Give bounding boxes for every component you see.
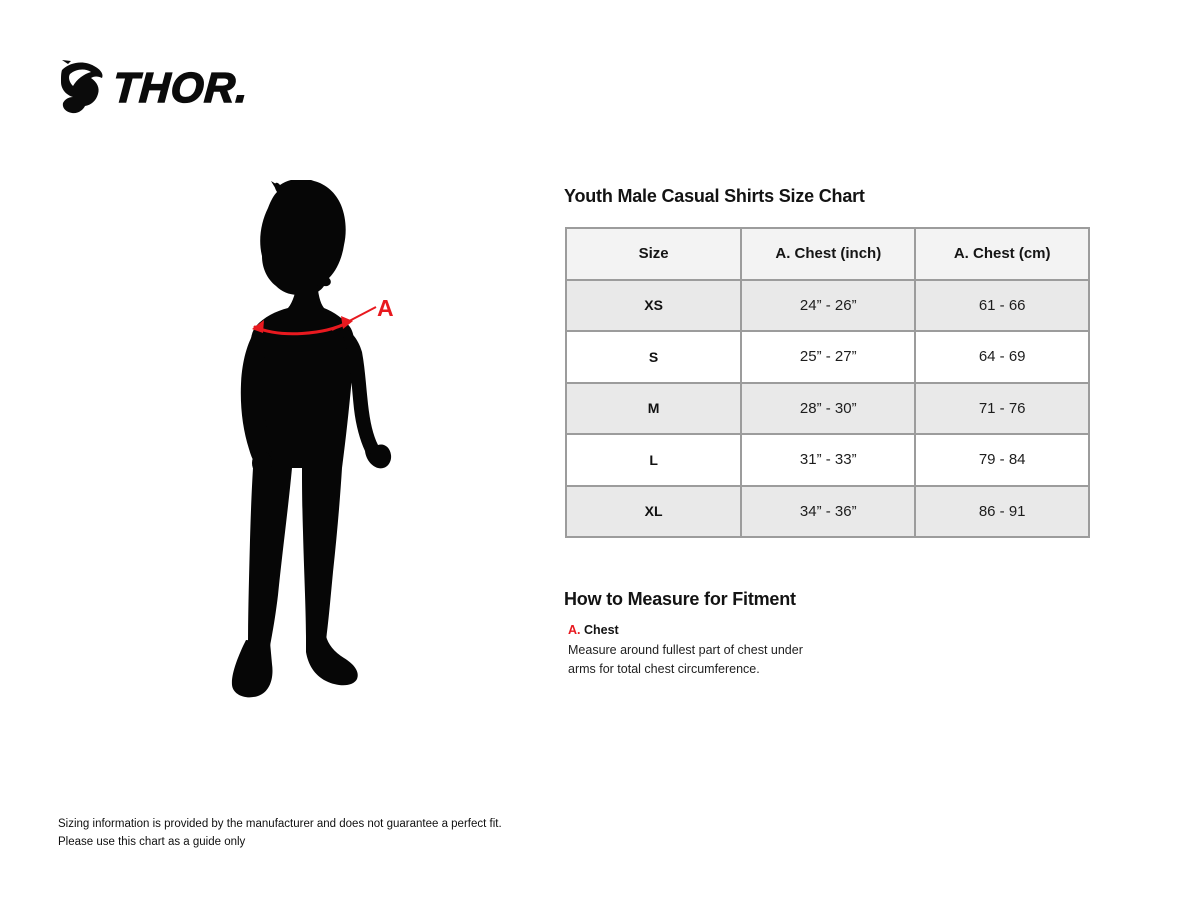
chest-inch-value: 34” - 36” [741, 486, 915, 538]
table-row-m [566, 383, 1089, 435]
thor-goat-icon [58, 60, 106, 116]
chest-inch-value: 28” - 30” [741, 383, 915, 435]
chest-cm-value: 64 - 69 [915, 331, 1089, 383]
chest-cm-value: 61 - 66 [915, 280, 1089, 332]
size-value: L [566, 434, 741, 486]
measure-item-label [568, 623, 619, 637]
table-row-xs [566, 280, 1089, 332]
disclaimer-line-2: Please use this chart as a guide only [58, 835, 246, 848]
chest-inch-value: 31” - 33” [741, 434, 915, 486]
column-header-chest-inch: A. Chest (inch) [741, 228, 915, 280]
size-value: M [566, 383, 741, 435]
size-chart-title: Youth Male Casual Shirts Size Chart [564, 186, 865, 206]
chest-cm-value: 79 - 84 [915, 434, 1089, 486]
table-row-xl [566, 486, 1089, 538]
brand-logo [58, 60, 249, 116]
size-chart-table [565, 227, 1090, 538]
table-row-s [566, 331, 1089, 383]
measure-guide-title: How to Measure for Fitment [564, 589, 796, 609]
table-header-row [566, 228, 1089, 280]
measure-item-name: Chest [583, 623, 619, 637]
brand-logo-text: THOR. [111, 64, 251, 111]
chest-cm-value: 86 - 91 [915, 486, 1089, 538]
table-row-l [566, 434, 1089, 486]
measure-item-description: Measure around fullest part of chest under arms for total chest circumference. [568, 643, 803, 676]
size-value: S [566, 331, 741, 383]
size-value: XL [566, 486, 741, 538]
measure-item-letter: A. [568, 623, 581, 637]
silhouette-body [232, 180, 391, 697]
disclaimer-line-1: Sizing information is provided by the manufacturer and does not guarantee a perfect fit. [58, 818, 502, 830]
sizing-disclaimer [58, 816, 502, 852]
youth-silhouette [220, 180, 400, 710]
chest-cm-value: 71 - 76 [915, 383, 1089, 435]
chest-inch-value: 24” - 26” [741, 280, 915, 332]
column-header-chest-cm: A. Chest (cm) [915, 228, 1089, 280]
annotation-letter-a: A [377, 295, 394, 321]
size-value: XS [566, 280, 741, 332]
fit-figure [220, 180, 400, 710]
column-header-size: Size [566, 228, 741, 280]
chest-inch-value: 25” - 27” [741, 331, 915, 383]
